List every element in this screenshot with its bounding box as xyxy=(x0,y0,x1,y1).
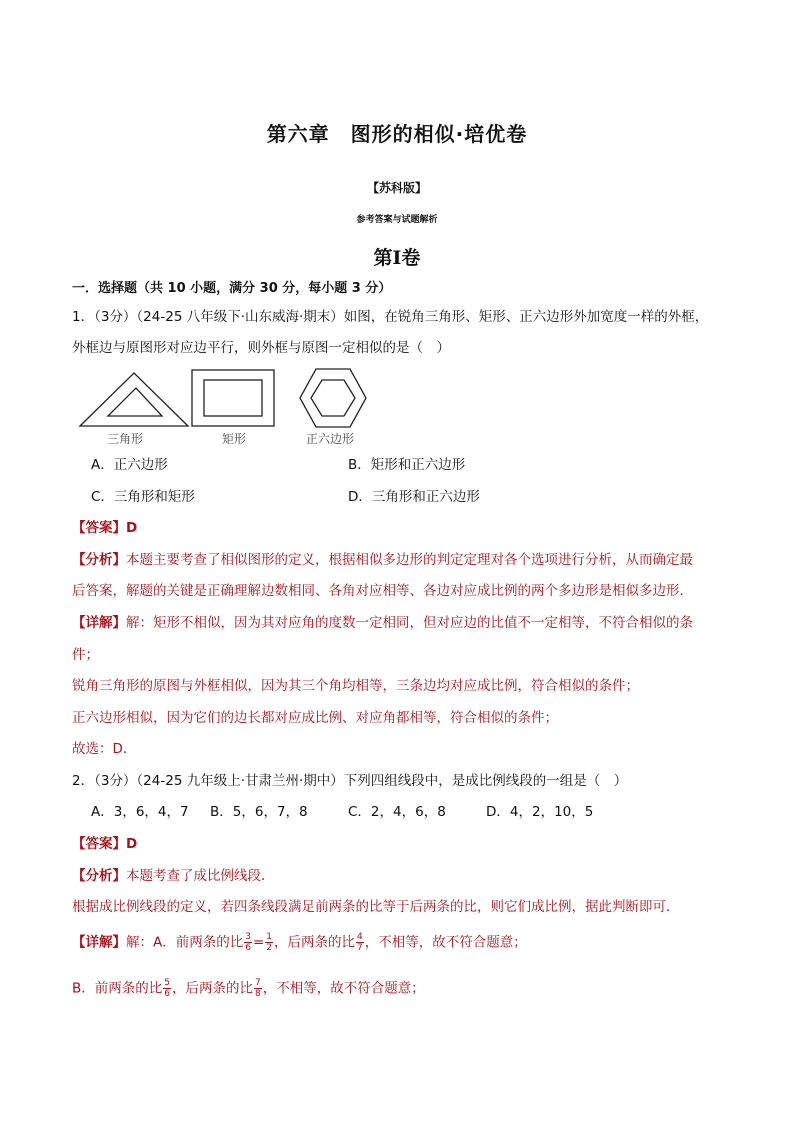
q1-analysis-line2: 后答案，解题的关键是正确理解边数相同、各角对应相等、各边对应成比例的两个多边形是相似多边形． xyxy=(72,583,693,599)
page-subtitle: 参考答案与试题解析 xyxy=(356,215,438,225)
q1-stem-line1: 1．（3分）（24-25 八年级下·山东威海·期末）如图，在锐角三角形、矩形、正六边形外加宽度一样的外框， xyxy=(72,309,709,325)
analysis-tag: 【分析】 xyxy=(72,868,126,884)
q1-option-c: C．三角形和矩形 xyxy=(91,489,195,505)
q2-answer xyxy=(72,834,732,854)
q2-detail-a xyxy=(72,932,732,953)
fraction-4-7: $\frac{4}{7}$ xyxy=(357,932,363,953)
q1-detail-line2: 件； xyxy=(72,647,99,663)
fraction-5-6: $\frac{5}{6}$ xyxy=(164,978,170,999)
answer-tag: 【答案】 xyxy=(72,520,126,536)
answer-tag: 【答案】 xyxy=(72,836,126,852)
answer-value: D xyxy=(126,520,138,536)
hexagon-label: 正六边形 xyxy=(306,432,355,446)
detail-tag: 【详解】 xyxy=(72,615,126,631)
q1-detail-line3: 锐角三角形的原图与外框相似，因为其三个角均相等，三条边均对应成比例，符合相似的条件； xyxy=(72,678,639,694)
q1-figures xyxy=(72,364,392,454)
detail-a-suffix: ，不相等，故不符合题意； xyxy=(364,934,527,951)
triangle-figure xyxy=(78,370,190,430)
q2-option-a: A．3，6，4，7 xyxy=(91,804,189,820)
detail-tag: 【详解】 xyxy=(72,934,126,951)
detail-a-prefix: 解：A．前两条的比 xyxy=(126,934,244,951)
triangle-label: 三角形 xyxy=(107,432,144,446)
section-heading: 一．选择题（共 10 小题，满分 30 分，每小题 3 分） xyxy=(72,281,392,296)
q1-analysis-line1 xyxy=(72,550,732,570)
q1-option-b: B．矩形和正六边形 xyxy=(348,457,466,473)
q1-detail-line5: 故选：D． xyxy=(72,741,137,757)
rectangle-figure xyxy=(190,368,276,428)
detail-b-prefix: B．前两条的比 xyxy=(72,980,163,997)
analysis-tag: 【分析】 xyxy=(72,552,126,568)
rectangle-label: 矩形 xyxy=(222,432,247,446)
analysis-text: 本题考查了成比例线段． xyxy=(126,868,275,884)
q1-option-d: D．三角形和正六边形 xyxy=(348,489,480,505)
q2-option-c: C．2，4，6，8 xyxy=(348,804,446,820)
q2-analysis-line1 xyxy=(72,866,732,886)
detail-a-mid: ，后两条的比 xyxy=(274,934,356,951)
answer-value: D xyxy=(126,836,138,852)
q1-detail-line4: 正六边形相似，因为它们的边长都对应成比例、对应角都相等，符合相似的条件； xyxy=(72,710,558,726)
q2-detail-b xyxy=(72,978,732,999)
page-title: 第六章 图形的相似·培优卷 xyxy=(266,122,528,146)
q1-answer xyxy=(72,518,732,538)
q1-stem-line2: 外框边与原图形对应边平行，则外框与原图一定相似的是（ ） xyxy=(72,340,450,356)
edition-label: 【苏科版】 xyxy=(366,181,427,195)
hexagon-figure xyxy=(298,367,368,429)
q1-detail-line1 xyxy=(72,613,732,633)
fraction-7-8: $\frac{7}{8}$ xyxy=(255,978,261,999)
q2-option-b: B．5，6，7，8 xyxy=(210,804,308,820)
fraction-1-2: $\frac{1}{2}$ xyxy=(266,932,273,953)
detail-b-mid: ，后两条的比 xyxy=(172,980,253,997)
volume-title: 第Ⅰ卷 xyxy=(373,247,421,269)
q2-analysis-line2: 根据成比例线段的定义，若四条线段满足前两条的比等于后两条的比，则它们成比例，据此判断即可． xyxy=(72,899,680,915)
equals-sign: = xyxy=(252,934,265,951)
fraction-3-6: $\frac{3}{6}$ xyxy=(245,932,251,953)
detail-b-suffix: ，不相等，故不符合题意； xyxy=(262,980,425,997)
detail-text: 解：矩形不相似，因为其对应角的度数一定相同，但对应边的比值不一定相等，不符合相似的条 xyxy=(126,615,693,631)
q2-option-d: D．4，2，10，5 xyxy=(486,804,594,820)
analysis-text: 本题主要考查了相似图形的定义，根据相似多边形的判定定理对各个选项进行分析，从而确定最 xyxy=(126,552,693,568)
q1-option-a: A．正六边形 xyxy=(91,457,168,473)
q2-stem: 2．（3分）（24-25 九年级上·甘肃兰州·期中）下列四组线段中，是成比例线段的一组是（ ） xyxy=(72,773,628,789)
